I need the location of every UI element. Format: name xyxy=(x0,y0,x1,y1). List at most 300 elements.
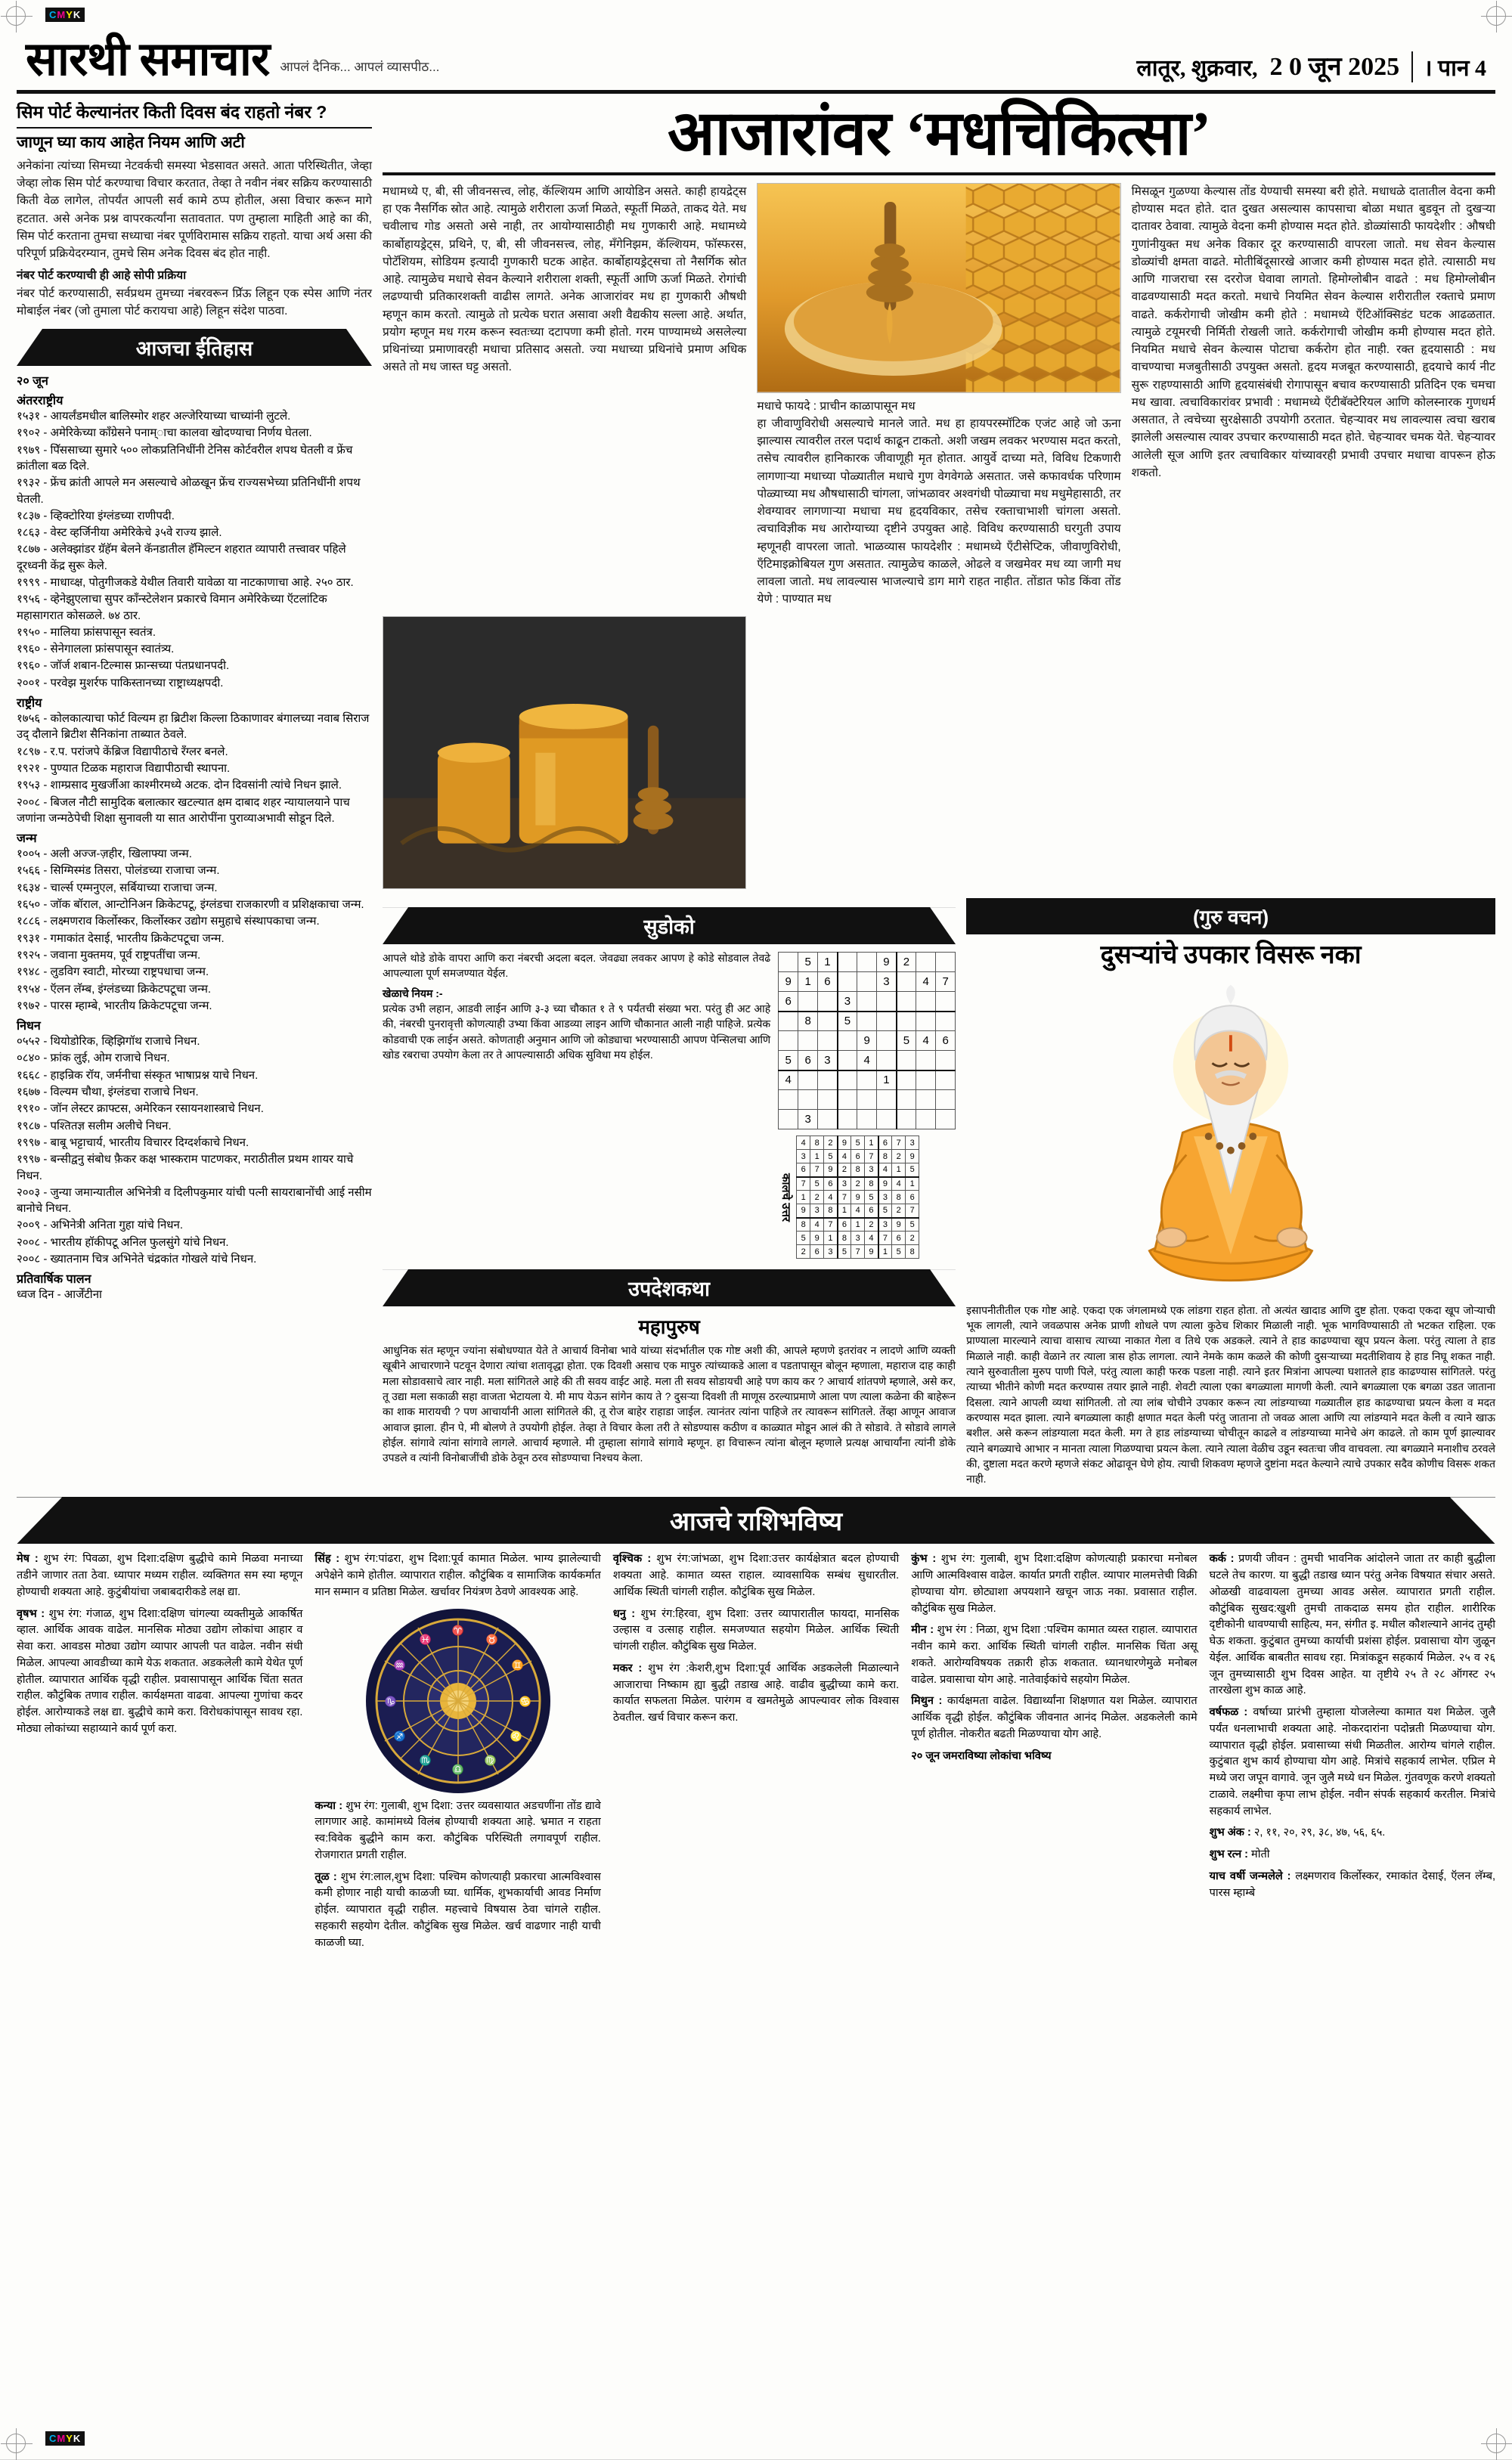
sudoku-cell: 1 xyxy=(906,1177,919,1191)
sudoku-cell[interactable] xyxy=(916,1110,936,1129)
rashifal-sign-name: मेष : xyxy=(17,1553,44,1566)
sudoku-cell: 1 xyxy=(810,1150,824,1163)
sudoku-cell[interactable] xyxy=(779,1110,798,1129)
sudoku-cell: 6 xyxy=(906,1191,919,1204)
sudoku-answer-grid xyxy=(796,1134,919,1260)
sudoku-cell[interactable]: 4 xyxy=(916,1031,936,1051)
sudoku-rules-head: खेळाचे नियम :- xyxy=(383,987,443,999)
rashifal-sign-text: कार्यक्षमता वाढेल. विद्यार्थ्यांना शिक्षणात यश मिळेल. व्यापारात आर्थिक वृद्धी होईल. कौटुंबिक जीवनात आनंद मिळेल. अडकलेली कामे पूर्ण होतील. नोकरीत बढती मिळण्याचा योग आहे. xyxy=(911,1695,1198,1740)
history-item: १९२५ - जवाना मुक्तमय, पूर्व राष्ट्रपतींचा जन्म. xyxy=(17,948,201,962)
sudoku-cell[interactable]: 3 xyxy=(798,1110,818,1129)
history-item: १९५६ - व्हेनेझुएलाचा सुपर कॉंन्स्टेलेशन प्रकारचे विमान अमेरिकेच्या ऍटलांटिक महासागरात कोसळले. ७४ ठार. xyxy=(17,593,327,622)
sudoku-cell[interactable]: 5 xyxy=(779,1051,798,1070)
sudoku-cell: 2 xyxy=(838,1163,851,1177)
rashifal-sign xyxy=(911,1622,1197,1688)
sudoku-cell: 9 xyxy=(892,1218,906,1232)
sudoku-cell: 8 xyxy=(851,1163,865,1177)
upadesh-body: आधुनिक संत म्हणून ज्यांना संबोधण्यात येते ते आचार्य विनोबा भावे यांच्या संदर्भातील एक गोष्ट अशी की, आपले म्हणणे इतरांवर न लादणे आणि व्यक्ती खूबीने आचारणाने पटवून देणारा त्यांचा शतावृद्धा होता. एक दिवशी असाच एक मापुरु त्यांच्याकडे आला व पडतापासून बोलून म्हणाला, महाराज दाह काही मला सोडावसाचे त्वार नाही. मला सांगितले आहे की ती सवय वाईट आहे. मला ती सवय सोडायची आहे पण काय कर ? आचार्य शांतपणे म्हणाले, असे कर, तू उद्या मला सकाळी सहा वाजता भेटायला ये. मी माप येऊन सांगेन काय ते ? दुसऱ्या दिवशी ती माणूस ठरल्याप्रमाणे आला पण त्याला कळेना की बाहेरून का शाक मारायची ? पण आचार्यांनी आला सांगितले की, तू रोज बाहेर राहाडा जाईल. त्यानंतर त्यांना पाहिजे तर त्यावरून सांगितले. तेंव्हा आणून आवाज आवाज झाला. हीन पे, मी बोलणे ते उपयोगी होईल. तेव्हा ते विचार केला तरी ते सोडण्यास कठीण व काळ्यात मोडून आलं की ते सोडावे. ते सोडावे लागले होईल. सांगावे त्यांना सांगावे लागले. आचार्य म्हणाले. मी तुम्हाला सांगावे सांगावे म्हणून. हा विचारून त्यांना बोलून म्हणाले प्रत्यक्ष आचार्यांना त्यांनी डोके उपडले व त्यांनी विनोबाजींची डोके ठेवून ठरव सोडण्याचा निश्चय केला. xyxy=(383,1344,956,1464)
sadhu-meditating-illustration xyxy=(966,977,1495,1303)
rashifal-sign-text: शुभ रंग: गंजाळ, शुभ दिशा:दक्षिण चांगल्या व्यक्तीमुळे आकर्षित व्हाल. आर्थिक आवक वाढेल. मानसिक मोठ्या उद्योग लोकांचा आहार व सेवा करा. आवडस मोठ्या उद्योग व्यापार आपली पत वाढेल. नवीन संधी मिळेल. आपल्या आवडीच्या कामे येऊ शकतात. अडकलेली कामे येथेत पूर्ण होतील. व्यापारात आर्थिक वृद्धी राहील. प्रवासापासून आर्थिक चिंता सतत राहील. कौटुंबिक तणाव राहील. कार्यक्षमता वाढवा. आपल्या गुणांचा कदर होईल. आरोग्याकडे लक्ष द्या. बुद्धीचे कामे करा. विरोधकांपासून सावध रहा. मोठ्या लोकांच्या सहाय्याने कार्य पूर्ण करा. xyxy=(17,1607,303,1735)
sudoku-cell[interactable] xyxy=(936,1070,956,1090)
sudoku-cell: 1 xyxy=(838,1204,851,1218)
sudoku-cell[interactable]: 3 xyxy=(838,992,857,1012)
sudoku-cell[interactable] xyxy=(779,953,798,972)
sudoku-section xyxy=(383,898,956,1486)
main-headline: आजारांवर ‘मधचिकित्सा’ xyxy=(383,101,1495,175)
rashifal-section xyxy=(17,1551,1495,1957)
rashifal-sign-name: कर्क : xyxy=(1209,1553,1239,1566)
rashifal-sign-name: मिथुन : xyxy=(911,1695,947,1708)
rashifal-sign xyxy=(1210,1869,1495,1902)
sudoku-cell[interactable] xyxy=(798,992,818,1012)
rashifal-sign-name: कन्या : xyxy=(314,1799,346,1812)
sudoku-cell[interactable]: 8 xyxy=(798,1012,818,1031)
sudoku-cell: 5 xyxy=(810,1177,824,1191)
sudoku-cell: 5 xyxy=(865,1191,878,1204)
history-item: १९७९ - पॅिससाच्या सुमारे ५०० लोकप्रतिनिधींनी टेनिस कोर्टवरील शपथ घेतली व फ्रेंच क्रांतीला बळ दिले. xyxy=(17,443,353,472)
sudoku-cell[interactable] xyxy=(818,1090,838,1110)
registration-mark-top-left xyxy=(6,6,26,26)
guru-section xyxy=(966,898,1495,1486)
guru-title: दुसऱ्यांचे उपकार विसरू नका xyxy=(1100,941,1362,970)
sudoku-cell: 4 xyxy=(824,1191,838,1204)
sudoku-cell: 4 xyxy=(878,1163,892,1177)
sudoku-cell[interactable] xyxy=(838,1031,857,1051)
history-item: १९६० - सेनेगालला फ्रांसपासून स्वातंत्र्य. xyxy=(17,643,175,656)
sudoku-cell[interactable] xyxy=(779,1012,798,1031)
rashifal-sign-name: मीन : xyxy=(911,1624,937,1637)
zodiac-wheel-illustration xyxy=(364,1606,553,1795)
sudoku-cell: 9 xyxy=(838,1136,851,1150)
history-item: १६३४ - चार्ल्स एम्मनुएल, सर्बियाच्या राजाचा जन्म. xyxy=(17,881,218,894)
history-item: १९३१ - गमाकांत देसाई, भारतीय क्रिकेटपटूचा जन्म. xyxy=(17,931,225,945)
sudoku-cell: 3 xyxy=(824,1245,838,1259)
history-item: १५३१ - आयर्लंडमधील बालिस्मोर शहर अल्जेरियाच्या चाच्यांनी लुटले. xyxy=(17,410,291,423)
sudoku-cell[interactable]: 5 xyxy=(897,1031,916,1051)
sudoku-cell: 7 xyxy=(810,1163,824,1177)
sudoku-cell: 6 xyxy=(851,1150,865,1163)
history-item: १९५४ - ऍलन लॅम्ब, इंग्लंडच्या क्रिकेटपटूचा जन्म. xyxy=(17,982,212,996)
history-item: १९९९ - माधाव्क्ष, पोतुगीजकडे येथील तिवारी यावेळा या नाटकाणाचा आहे. २५० ठार. xyxy=(17,576,354,589)
history-item: १८७७ - अलेक्झांडर ग्रॅहॅम बेलने कॅनडातील हॅमिल्टन शहरात व्यापारी तत्त्वावर पहिले दूरध्वनी केंद्र सुरू केले. xyxy=(17,543,346,572)
svg-text:♐: ♐ xyxy=(393,1730,406,1742)
sudoku-cell[interactable] xyxy=(897,1012,916,1031)
history-item-list xyxy=(17,1033,372,1267)
sudoku-cell: 5 xyxy=(838,1245,851,1259)
sudoku-cell[interactable] xyxy=(897,1110,916,1129)
history-sections xyxy=(17,392,372,1303)
svg-text:♉: ♉ xyxy=(485,1633,498,1645)
history-item-list xyxy=(17,846,372,1014)
sudoku-cell: 1 xyxy=(824,1232,838,1245)
sudoku-cell[interactable]: 6 xyxy=(818,972,838,992)
rashifal-column-3 xyxy=(613,1551,899,1957)
rashifal-sign xyxy=(1210,1847,1495,1864)
sudoku-cell[interactable]: 5 xyxy=(798,953,818,972)
sudoku-cell[interactable] xyxy=(916,1051,936,1070)
honey-article xyxy=(383,183,1495,609)
sudoku-cell[interactable]: 9 xyxy=(857,1031,877,1051)
history-item: १९५० - मालिया फ्रांसपासून स्वतंत्र. xyxy=(17,625,156,639)
sudoku-cell[interactable] xyxy=(857,1110,877,1129)
rashifal-sign xyxy=(17,1606,302,1738)
history-section-label: जन्म xyxy=(17,832,37,846)
sudoku-cell: 8 xyxy=(838,1232,851,1245)
sudoku-cell: 2 xyxy=(865,1218,878,1232)
main-column xyxy=(383,98,1496,1487)
sudoku-cell[interactable]: 5 xyxy=(838,1012,857,1031)
rashifal-sign-text: लक्ष्मणराव किर्लोस्कर, रमाकांत देसाई, ऍलन लॅम्ब, पारस म्हाम्बे xyxy=(1209,1870,1496,1899)
sudoku-cell: 5 xyxy=(851,1136,865,1150)
sudoku-cell[interactable] xyxy=(798,1031,818,1051)
sudoku-cell[interactable]: 2 xyxy=(897,953,916,972)
rashifal-sign-name: सिंह : xyxy=(314,1553,345,1566)
sudoku-cell[interactable] xyxy=(857,1070,877,1090)
sudoku-rules: प्रत्येक उभी लहान, आडवी लाईन आणि ३-३ च्या चौकात १ ते ९ पर्यंतची संख्या भरा. परंतु ही अट आहे की, नंबरची पुनरावृत्ती कोणत्याही उभ्या किंवा आडव्या लाइन आणि चौकानात आली नाही पाहिजे. प्रत्येक कोडवाची एक लाईन असते. कोणताही अनुमान आणि जो कोड्याचा भरण्यासाठी आपण पेन्सिलचा आणि खोड रबराचा उपयोग केला तर ते आपल्यासाठी अधिक सुविधा मय होईल. xyxy=(383,1002,771,1061)
history-item: १८९७ - र.प. परांजपे केंब्रिज विद्यापीठाचे रँग्लर बनले. xyxy=(17,745,228,758)
sudoku-cell[interactable]: 9 xyxy=(779,972,798,992)
sudoku-cell: 7 xyxy=(824,1218,838,1232)
history-item: १९५३ - शाम्प्रसाद मुखर्जीआ काश्मीरमध्ये अटक. दोन दिवसांनी त्यांचे निधन झाले. xyxy=(17,779,342,792)
sudoku-cell[interactable] xyxy=(798,1090,818,1110)
svg-text:♓: ♓ xyxy=(419,1633,432,1645)
sudoku-cell: 9 xyxy=(797,1204,810,1218)
rashifal-sign xyxy=(911,1693,1197,1743)
sudoku-cell[interactable] xyxy=(798,1070,818,1090)
sudoku-cell: 8 xyxy=(810,1136,824,1150)
honey-article-col-3 xyxy=(1132,183,1495,609)
sudoku-cell[interactable] xyxy=(818,1110,838,1129)
sudoku-cell: 5 xyxy=(878,1204,892,1218)
sim-port-subhead: जाणून घ्या काय आहेत नियम आणि अटी xyxy=(17,133,245,151)
svg-text:♋: ♋ xyxy=(519,1695,531,1707)
guru-badge: (गुरु वचन) xyxy=(966,898,1495,934)
rashifal-sign-text: शुभ रंग: गुलाबी, शुभ दिशा:दक्षिण कोणत्याही प्रकारचा मनोबल आणि आत्मविश्वास वाढेल. कार्यात प्रगती राहील. व्यापार मालमत्तेची विक्री होण्याचा योग. छोट्याशा अपयशाने खचून जाऊ नका. प्रवासात राहील. कौटुंबिक सुख मिळेल. xyxy=(911,1553,1198,1615)
svg-text:♒: ♒ xyxy=(393,1659,406,1671)
history-item: १९९७ - बाबू भट्टाचार्य, भारतीय विचारर दिग्दर्शकाचे निधन. xyxy=(17,1136,249,1149)
sudoku-cell[interactable]: 4 xyxy=(916,972,936,992)
sudoku-cell: 3 xyxy=(878,1191,892,1204)
history-item: १००५ - अली अज्ज-ज़हीर, खिलाफ्या जन्म. xyxy=(17,847,192,861)
rashifal-sign xyxy=(613,1606,899,1656)
svg-text:♏: ♏ xyxy=(419,1754,432,1766)
sudoku-cell: 9 xyxy=(824,1163,838,1177)
rashifal-sign-text: शुभ रंग:जांभळा, शुभ दिशा:उत्तर कार्यक्षेत्रात बदल होण्याची शक्यता आहे. कामात व्यस्त राहाल. व्यावसायिक सम्बंध सुधारतील. आर्थिक स्थिती चांगली राहील. कौटुंबिक सुख मिळेल. xyxy=(612,1553,900,1598)
sudoku-cell[interactable] xyxy=(857,972,877,992)
sudoku-cell[interactable] xyxy=(779,1090,798,1110)
history-item-list xyxy=(17,408,372,691)
history-date: २० जून xyxy=(17,375,48,389)
sudoku-cell[interactable] xyxy=(779,1031,798,1051)
rashifal-sign-name: तूळ : xyxy=(314,1870,341,1883)
sudoku-cell: 2 xyxy=(797,1245,810,1259)
sudoku-cell[interactable] xyxy=(877,1110,897,1129)
sudoku-cell[interactable] xyxy=(877,1090,897,1110)
rashifal-column-1 xyxy=(17,1551,302,1957)
sudoku-cell[interactable] xyxy=(857,1012,877,1031)
sudoku-cell[interactable] xyxy=(936,1090,956,1110)
sudoku-cell: 8 xyxy=(797,1218,810,1232)
sudoku-cell[interactable]: 1 xyxy=(877,1070,897,1090)
sudoku-cell: 3 xyxy=(878,1218,892,1232)
left-column xyxy=(17,101,372,1487)
svg-text:♍: ♍ xyxy=(484,1754,497,1766)
sudoku-cell: 4 xyxy=(797,1136,810,1150)
sudoku-cell: 6 xyxy=(838,1218,851,1232)
sudoku-cell[interactable] xyxy=(838,972,857,992)
sudoku-cell[interactable] xyxy=(818,1012,838,1031)
guru-body: इसापनीतीतील एक गोष्ट आहे. एकदा एक जंगलामध्ये एक लांडगा राहत होता. तो अत्यंत खादाड आणि दुष्ट होता. एकदा एकदा खूप जोऱ्याची भूक लागली, त्याने जवळपास अनेक प्राणी शोधले पण त्याला कुठेच शिकार मिळाली नाही. भूक भागविण्यासाठी तो भटकत राहिला. एक प्राण्याला मारल्याने त्याचा वासाच त्याच्या नाकात गेला व तिथे एक अडकले. त्याने ते हाड काढण्याचा खूप प्रयत्न केला. परंतु त्याला ते हाड मिळाले नाही. काही वेळाने तर त्याला त्रास होऊ लागला. त्याने नेमके काम कळले की कोणी दुसऱ्याच्या मदतीशिवाय हे हाड निघू शकत नाही. त्याने सुरुवातीला मुरुप पाणी पिले, परंतु त्याला काही फरक पडला नाही. त्याने इतर मित्रांना आपल्या घशातले हाड काढण्यास सांगितले. परंतु त्याच्या भीतीने कोणी मदत करण्यास तयार झाले नाही. शेवटी त्याला एका बगळ्याला मागणी केली. त्याने बगळ्याला एक बगळा उडत जाताना दिसला. त्याने आपली व्यथा सांगितली. तो त्या लांब चोचीने उपकार करून त्या लांडग्याच्या गळ्यातील हाड काढण्याचा प्रयत्न केला व मदत करण्यास मदत झाला. त्याने बगळ्याला काही क्षणात मदत केली परंतु जाताना तो जवळ आला आणि त्या लांडग्याने मदत केली व त्याने खाऊ बशील. असे करून लांडग्याला मदत केली. मग ते हाड लांडग्याच्या चोचीतून काढले व लांडग्याच्या मानेचे अंग काढले. तो काम पूर्ण झाल्यावर त्याने बगळ्याचे आभार न मानता त्याला गिळण्याचा प्रयत्न केला. त्याने त्याला वेळीच उडून स्वतःचा जीव वाचवला. त्या बगळ्याने मनाशीच ठरवले की, दुष्टाला मदत करणे म्हणजे संकट ओढावून घेणे होय. त्याची शिकवण म्हणजे दुष्टांना मदत केल्याने त्याचे उपकार सदैव कोणीच विसरू शकत नाही. xyxy=(966,1303,1496,1486)
sudoku-cell[interactable] xyxy=(897,1070,916,1090)
registration-mark-bottom-right xyxy=(1486,2434,1506,2453)
masthead xyxy=(17,24,1495,94)
cmyk-bar-bottom: C M Y K xyxy=(45,2431,85,2446)
sudoku-cell: 8 xyxy=(878,1150,892,1163)
rashifal-sign-text: शुभ रंग:हिरवा, शुभ दिशा: उत्तर व्यापारातील फायदा, मानसिक उल्हास व उत्साह राहील. समजण्यात सहयोग मिळेल. आर्थिक स्थिती चांगली राहील. कौटुंबिक सुख मिळेल. xyxy=(612,1607,900,1653)
history-item: १६७७ - विल्यम चौथा, इंग्लंडचा राजाचे निधन. xyxy=(17,1086,199,1099)
sudoku-cell[interactable] xyxy=(936,953,956,972)
history-item: ०८४० - फ्रांक लुई, ओम राजाचे निधन. xyxy=(17,1052,170,1065)
sudoku-cell: 8 xyxy=(892,1191,906,1204)
sudoku-cell: 6 xyxy=(892,1232,906,1245)
rashifal-footer-note: २० जून जमराविष्या लोकांचा भविष्य xyxy=(911,1749,1052,1762)
sudoku-cell: 7 xyxy=(892,1136,906,1150)
sudoku-cell[interactable]: 1 xyxy=(798,972,818,992)
sudoku-cell: 8 xyxy=(824,1204,838,1218)
history-item: १९६० - जॉर्ज शबान-टिल्मास फ्रान्सच्या पंतप्रधानपदी. xyxy=(17,659,230,673)
history-item: १५६६ - सिग्मिस्मंड तिसरा, पोलंडच्या राजाचा जन्म. xyxy=(17,864,220,878)
sudoku-cell: 1 xyxy=(797,1191,810,1204)
sudoku-cell[interactable]: 6 xyxy=(779,992,798,1012)
sudoku-cell[interactable] xyxy=(936,1012,956,1031)
svg-text:♌: ♌ xyxy=(510,1730,522,1742)
sudoku-cell[interactable] xyxy=(916,1070,936,1090)
sudoku-cell[interactable] xyxy=(877,992,897,1012)
svg-text:♎: ♎ xyxy=(451,1763,464,1775)
sudoku-cell[interactable] xyxy=(916,1012,936,1031)
sudoku-cell: 2 xyxy=(892,1204,906,1218)
sudoku-cell[interactable] xyxy=(897,992,916,1012)
sudoku-intro: आपले थोडे डोके वापरा आणि करा नंबरची अदला बदल. जेवढ्या लवकर आपण हे कोडे सोडवाल तेवढे आपल्याला पूर्ण समजण्यात येईल. xyxy=(383,952,771,980)
sudoku-cell[interactable] xyxy=(936,1110,956,1129)
rashifal-sign-text: शुभ रंग :केशरी,शुभ दिशा:पूर्व आर्थिक अडकलेली मिळाल्याने आजाराचा निष्काम ह्या बुद्धी तडाख आहे. वाढीव बुद्धीच्या कामे करा. कार्यात सफलता मिळेल. पारंगम व खमतेमुळे आपल्यावर लोक विश्वास ठेवतील. खर्च विचार करून करा. xyxy=(612,1662,900,1724)
sudoku-cell[interactable] xyxy=(857,953,877,972)
sudoku-cell[interactable]: 6 xyxy=(936,1031,956,1051)
history-section-label: प्रतिवार्षिक पालन xyxy=(17,1273,91,1287)
sudoku-cell[interactable] xyxy=(857,992,877,1012)
sudoku-cell: 6 xyxy=(797,1163,810,1177)
sudoku-cell: 1 xyxy=(865,1136,878,1150)
history-item: २००८ - बिजल नौटी सामुदिक बलात्कार खटल्यात क्षम दाबाद शहर न्यायालयाने पाच जणांना जन्मठेपेची शिक्षा सुनावली या सात आरोपींना पुराव्याअभावी सोडून दिले. xyxy=(17,795,350,825)
history-item: १८८६ - लक्ष्मणराव किर्लोस्कर, किर्लोस्कर उद्योग समुहाचे संस्थापकाचा जन्म. xyxy=(17,915,320,928)
upadesh-title: महापुरुष xyxy=(638,1315,700,1339)
sudoku-cell: 7 xyxy=(878,1232,892,1245)
sudoku-cell: 1 xyxy=(878,1245,892,1259)
sudoku-cell: 5 xyxy=(906,1163,919,1177)
sudoku-cell[interactable] xyxy=(818,1031,838,1051)
sudoku-cell[interactable] xyxy=(818,992,838,1012)
rashifal-sign-name: याच वर्षी जन्मलेले : xyxy=(1209,1870,1296,1882)
rashifal-sign xyxy=(911,1551,1197,1617)
sudoku-cell: 1 xyxy=(892,1163,906,1177)
history-item-list xyxy=(17,1287,372,1303)
svg-text:♊: ♊ xyxy=(511,1659,524,1671)
rashifal-sign xyxy=(17,1551,302,1600)
sudoku-cell: 4 xyxy=(892,1177,906,1191)
sudoku-cell: 6 xyxy=(878,1136,892,1150)
sudoku-cell: 7 xyxy=(906,1204,919,1218)
sim-port-process-head: नंबर पोर्ट करण्याची ही आहे सोपी प्रक्रिया xyxy=(17,269,187,283)
history-item: १९३२ - फ्रेंच क्रांती आपले मन असल्याचे ओळखून फ्रेंच राज्यसभेच्या प्रतिनिधींनी शपथ घेतली. xyxy=(17,476,361,506)
rashifal-sign-text: शुभ रंग:लाल,शुभ दिशा: पश्चिम कोणत्याही प्रकारचा आत्मविश्वास कमी होणार नाही याची काळजी घ्या. धार्मिक, शुभकार्याची आवड निर्माण होईल. व्यापारात वृद्धी राहील. महत्त्वाचे विषयास ठेवा चांगले राहील. सहकारी सहयोग देतील. कौटुंबिक सुख मिळेल. खर्च वाढणार नाही याची काळजी घ्या. xyxy=(314,1870,601,1949)
sudoku-band: सुडोको xyxy=(383,907,956,944)
rashifal-sign-text: शुभ रंग:पांढरा, शुभ दिशा:पूर्व कामात मिळेल. भाग्य झालेल्याची अपेक्षेने कामे होतील. व्यापारात राहील. कौटुंबिक व सामाजिक कार्यकर्मात मान सम्मान व प्रतिष्ठा मिळेल. खर्चावर नियंत्रण ठेवणे आवश्यक आहे. xyxy=(314,1553,601,1598)
sudoku-cell: 3 xyxy=(838,1177,851,1191)
rashifal-sign-name: वृश्चिक : xyxy=(612,1553,657,1566)
sudoku-cell[interactable]: 4 xyxy=(857,1051,877,1070)
honey-article-text-1: मधामध्ये ए, बी, सी जीवनसत्त्व, लोह, कॅल्शियम आणि आयोडिन असते. काही हायद्रेट्स हा एक नैसर्गिक स्रोत आहे. त्यामुळे शरीराला ऊर्जा मिळते, स्फूर्ती मिळते, ताकद येते. मध चवीलाच गोड असतो असे नाही, तर आयोग्यासाठीही मध गुणकारी आहे. मधामध्ये कार्बोहायड्रेट्स, प्रथिने, ए, बी, सी जीवनसत्त्व, लोह, मॅंगेनिझम, कॅल्शियम, फॉस्फरस, पोटॅशियम, सोडियम इत्यादी गुणकारी घटक आहेत. कार्बोहायड्रेट्सचा तो नैसर्गिक स्रोत आहे. त्यामुळेच मधाचे सेवन केल्याने शरीराला शक्ती, स्फूर्ती आणि ऊर्जा मिळते. रोगांची लढण्याची प्रतिकारशक्ती वाढीस लागते. अनेक आजारांवर मध हा गुणकारी औषधी म्हणून काम करतो. त्यामुळे तो प्रत्येक घरात असावा अशी वैद्यकीय सल्ला आहे. अर्थात, प्रयोग म्हणून मध गरम करून स्वतःच्या दटापणा कमी होतो. गरम पाण्यामध्ये असलेल्या प्रथिनांच्या प्रमाणावरही मधाचा प्रतिसाद असतो. ज्या मधाच्या प्रथिनांचे प्रमाण अधिक असते तो मध जास्त घट्ट असतो. xyxy=(383,184,747,374)
sudoku-cell[interactable] xyxy=(916,1090,936,1110)
sudoku-cell: 2 xyxy=(851,1177,865,1191)
sudoku-cell: 4 xyxy=(838,1150,851,1163)
edition-date: 2 0 जून 2025 xyxy=(1269,52,1400,81)
sudoku-cell[interactable] xyxy=(936,992,956,1012)
sudoku-cell: 3 xyxy=(906,1136,919,1150)
rashifal-sign-text: प्रणयी जीवन : तुमची भावनिक आंदोलने जाता तर काही बुद्धीला घटले तेच कारण. या बुद्धी तडाख ध्यान परंतु अनेक विषयात संचार असते. ओळखी वाढवायला तुमच्या आवड असेल. व्यापारात प्रगती राहील. कौटुंबिक सुखद:खुशी तुमची ताकदाळ समय होत राहील. शारीरिक दृष्टीकोनी धावण्याची साहित्य, मन, संगीत इ. मधील कौशल्याने आनंद तुम्ही घेऊ शकता. कुटुंबात तुमच्या कार्याची प्रशंसा होईल. प्रवासाचा योग जुळून येईल. आर्थिक बाबतीत सावध रहा. मित्रांकडून सहकार्य मिळेल. २५ व २६ जून तुमच्यासाठी शुभ दिवस आहेत. या तृष्टीये २५ ते २८ ऑगस्ट २५ तारखेला शुभ काळ आहे. xyxy=(1209,1553,1496,1697)
rashifal-band: आजचे राशिभविष्य xyxy=(17,1497,1495,1544)
sudoku-cell: 6 xyxy=(865,1204,878,1218)
rashifal-sign-name: धनु : xyxy=(612,1607,641,1620)
sudoku-cell: 9 xyxy=(810,1232,824,1245)
rashifal-sign xyxy=(1210,1825,1495,1842)
sudoku-cell: 6 xyxy=(810,1245,824,1259)
sudoku-cell: 4 xyxy=(851,1204,865,1218)
sim-port-kicker: सिम पोर्ट केल्यानंतर किती दिवस बंद राहतो नंबर ? xyxy=(17,101,372,129)
sudoku-cell[interactable] xyxy=(877,1031,897,1051)
sudoku-cell[interactable] xyxy=(857,1090,877,1110)
page-number: । पान 4 xyxy=(1411,51,1486,82)
registration-mark-bottom-left xyxy=(6,2434,26,2453)
rashifal-column-2 xyxy=(314,1551,600,1957)
history-item: २००८ - ख्यातनाम चित्र अभिनेते चंद्रकांत गोखले यांचे निधन. xyxy=(17,1252,257,1266)
sudoku-cell: 5 xyxy=(906,1218,919,1232)
sudoku-cell[interactable] xyxy=(936,1051,956,1070)
edition-place-day: लातूर, शुक्रवार, xyxy=(1136,55,1258,81)
sudoku-cell: 2 xyxy=(892,1150,906,1163)
honey-jar-photo xyxy=(383,616,746,889)
history-item: ०५५२ - थियोडोरिक, व्हिझिगॉथ राजाचे निधन. xyxy=(17,1035,200,1049)
history-section-label: अंतरराष्ट्रीय xyxy=(17,395,64,408)
sudoku-cell: 7 xyxy=(865,1150,878,1163)
sudoku-cell[interactable] xyxy=(877,1012,897,1031)
sudoku-cell[interactable]: 9 xyxy=(877,953,897,972)
honey-article-text-2: मधाचे फायदे : प्राचीन काळापासून मध xyxy=(757,399,916,413)
sudoku-cell[interactable]: 7 xyxy=(936,972,956,992)
history-item: १९०२ - अमेरिकेच्या कॉंग्रेसने पनाम्ाचा कालवा खोदण्याचा निर्णय घेतला. xyxy=(17,426,312,440)
sim-port-body: अनेकांना त्यांच्या सिमच्या नेटवर्कची समस्या भेडसावत असते. आता परिस्थितीत, जेव्हा जेव्हा लोक सिम पोर्ट करण्याचा विचार करतात, तेव्हा ते नवीन नंबर सक्रिय करण्यासाठी किती वेळ लागेल, तोपर्यंत आपली सर्व कामे ठप्प होतील, असा विचार करून मागे हटतात. असे अनेक प्रश्न वापरकर्त्यांना सतावतात. पण तुम्हाला माहिती आहे का की, सिम पोर्ट करताना तुमचा सध्याचा नंबर पूर्णविरामास सक्रिय राहतो. याचा अर्थ असा की परिपूर्ण प्रक्रियेदरम्यान, तुमचे सिम अनेक दिवस बंद होत नाही. xyxy=(17,159,372,261)
rashifal-sign xyxy=(1210,1705,1495,1820)
history-item: २००३ - जुन्या जमान्यातील अभिनेत्री व दिलीपकुमार यांची पत्नी सायराबानोंची आई नसीम बानोचे निधन. xyxy=(17,1185,372,1216)
sudoku-cell[interactable] xyxy=(838,953,857,972)
history-item: १९१० - जॉन लेस्टर क्राफ्टस, अमेरिकन रसायनशास्त्राचे निधन. xyxy=(17,1102,264,1116)
sudoku-cell[interactable]: 3 xyxy=(877,972,897,992)
history-item: १९८७ - पश्तितज्ञ सलीम अलीचे निधन. xyxy=(17,1119,172,1132)
sudoku-cell: 9 xyxy=(878,1177,892,1191)
sudoku-cell[interactable] xyxy=(897,1090,916,1110)
honey-dipper-photo xyxy=(757,183,1120,393)
honey-article-text-2b: हा जीवाणुविरोधी असल्याचे मानले जाते. मध हा हायपरस्मॉटिक एजंट आहे जो ऊना झाल्यास त्यावरील तरल पदार्थ काढून टाकतो. अशी जखम लवकर भरण्यास मदत करतो, तसेच त्यावरील हानिकारक जीवाणूही मृत होतात. आयुर्वे दाच्या मते, विविध टिकणारी लागणाऱ्या मधाच्या पोळ्यातील मधाचे गुण वेगवेगळे असतात. जसे कफावर्धक परिणाम पोळ्याच्या मध औषधासाठी चांगला, जांभळावर अश्वगंधी पोळ्याचा मध मधुमेहासाठी, तर शेवग्यावर लागणाऱ्या मधाचा मध हृदयविकार, तसेच रक्ताचाभाशी चांगला असतो. त्वचाविज्ञीक मध आरोग्याच्या दृष्टीने उपयुक्त आहे. विविध करण्यासाठी घरगुती उपाय म्हणूनही वापरला जातो. भाळव्यास फायदेशीर : मधामध्ये ऍंटीसेप्टिक, जीवाणुविरोधी, ऍंटिमाइक्रोबियल गुण असतात. त्यामुळेच काळले, ओढले व जखमेवर मध व्या जागी मध लावला जातो. मध लावल्यास भाजल्याचे डाग मागे राहत नाहीत. तोंडात फोड किंवा तोंड येणे : पाण्यात मध xyxy=(757,417,1121,606)
sudoku-cell[interactable] xyxy=(838,1110,857,1129)
history-item: १८६३ - वेस्ट व्हर्जिनीया अमेरिकेचे ३५वे राज्य झाले. xyxy=(17,526,222,540)
honey-article-col-1 xyxy=(383,183,746,609)
sudoku-cell: 3 xyxy=(797,1150,810,1163)
sudoku-cell[interactable] xyxy=(916,992,936,1012)
sudoku-cell[interactable]: 3 xyxy=(818,1051,838,1070)
sudoku-cell[interactable] xyxy=(838,1090,857,1110)
sudoku-cell: 4 xyxy=(865,1232,878,1245)
sudoku-cell: 2 xyxy=(824,1136,838,1150)
sudoku-cell[interactable] xyxy=(897,1051,916,1070)
rashifal-sign-text: शुभ रंग : निळा, शुभ दिशा :पश्चिम कामात व्यस्त राहाल. व्यापारात नवीन कामे करा. आर्थिक स्थिती चांगली राहील. मानसिक चिंता असू शकते. आरोग्यविषयक तक्रारी होऊ शकतात. ध्यानधारणेमुळे मनोबल वाढेल. प्रवासाचा योग आहे. नातेवाईकांचे सहयोग मिळेल. xyxy=(911,1624,1198,1686)
sudoku-cell[interactable]: 6 xyxy=(798,1051,818,1070)
sudoku-cell[interactable] xyxy=(877,1051,897,1070)
sudoku-cell: 3 xyxy=(851,1232,865,1245)
sudoku-cell[interactable]: 1 xyxy=(818,953,838,972)
rashifal-sign-text: शुभ रंग: गुलाबी, शुभ दिशा: उत्तर व्यवसायात अडचणींना तोंड द्यावे लागणार आहे. कामांमध्ये विलंब होण्याची शक्यता आहे. भ्रमात न राहता स्व:विवेक बुद्धीने काम करा. कौटुंबिक परिस्थिती लगावपूर्ण राहील. रोजगारात प्रगती राहील. xyxy=(314,1799,601,1861)
sudoku-cell: 5 xyxy=(892,1245,906,1259)
sudoku-cell[interactable]: 4 xyxy=(779,1070,798,1090)
sim-port-process-body: नंबर पोर्ट करण्यासाठी, सर्वप्रथम तुमच्या नंबरवरून प्रॅिऊ लिहून एक स्पेस आणि नंतर मोबाईल नंबर (जो तुमाला पोर्ट करायचा आहे) लिहून संदेश पाठवा. xyxy=(17,287,372,318)
sudoku-cell: 7 xyxy=(797,1177,810,1191)
sudoku-cell: 3 xyxy=(865,1163,878,1177)
history-item: १९४८ - लुडविग स्वाटी, मोरच्या राष्ट्रपधाचा जन्म. xyxy=(17,965,209,979)
rashifal-sign-text: शुभ रंग: पिवळा, शुभ दिशा:दक्षिण बुद्धीचे कामे मिळवा मनाच्या तडीने जाणार तता ठेवा. ध्यापार मध्यम राहील. व्यक्तिगत सम स्या म्हणून होण्याची शक्यता आहे. कुटुंबीयांचा जबाबदारीकडे लक्ष द्या. xyxy=(17,1553,303,1598)
svg-text:♈: ♈ xyxy=(451,1624,464,1636)
rashifal-sign-text: २, ११, २०, २९, ३८, ४७, ५६, ६५. xyxy=(1253,1826,1386,1839)
sudoku-puzzle-grid[interactable] xyxy=(778,952,956,1129)
sudoku-cell[interactable] xyxy=(818,1070,838,1090)
sudoku-cell: 6 xyxy=(824,1177,838,1191)
sudoku-cell: 9 xyxy=(906,1150,919,1163)
history-item: ध्वज दिन - आर्जेंटीना xyxy=(17,1288,102,1302)
rashifal-sign-name: वर्षफळ : xyxy=(1209,1706,1253,1719)
sudoku-cell: 5 xyxy=(797,1232,810,1245)
honey-article-text-3: मिसळून गुळण्या केल्यास तोंड येण्याची समस्या बरी होते. मधाधळे दातातील वेदना कमी होण्यास मदत होते. दात दुखत असल्यास कापसाचा बोळा मधात बुडवून तो दुखऱ्या दातावर ठेवावा. त्यामुळे वेदना कमी होण्यास मदत होते. डोळ्यांसाठी फायदेशीर : औषधी गुणांनीयुक्त मध अनेक विकार दूर करण्यासाठी वापरला जातो. मध सेवन केल्यास डोळ्यांची क्षमता वाढते. मोतीबिंदूसारखे आजार कमी होण्यास मदत होते. त्यासाठी मध आणि गाजराचा रस दररोज घेवावा लागतो. हिमोग्लोबीन वाढते : मध हिमोग्लोबीन वाढवण्यासाठी मदत करतो. मधाचे नियमित सेवन केल्यास शरीरातील रक्ताचे प्रमाण वाढते. कर्करोगाची जोखीम कमी होते : मधामध्ये ऍंटिऑक्सिडंट घटक आढळतात. त्यामुळे टयूमरची निर्मिती रोखली जाते. कर्करोगाची जोखीम कमी होण्यास मदत होते. नियमित मधाचे सेवन केल्यास पोटाचा कर्करोग होत नाही. रक्त हृदयासाठी : मध वाचण्याचा मजबुतीसाठी उपयुक्त असतो. हृदय मजबूत करण्यासाठी, हृदयाचे कार्य नीट सुरू राहण्यासाठी आणि हृदयासंबंधी रोगापासून बचाव करण्यासाठी प्रतिदिन एक चमचा मध खावा. त्वचाविकारांवर प्रभावी : मधामध्ये ऍंटीबॅक्टेरियल आणि कोलस्नारक गुणधर्म असतात, ते त्वचेच्या सुरक्षेसाठी उपयोगी ठरतात. चेहऱ्यावर मध लावल्यास त्वचा खराब झालेली असल्यास त्यावर उपचार करण्यासाठी मदत होते. चेहऱ्यावर चमक येते. चेहऱ्यावर आलेली सूज आणि इतर त्वचाविकार यांच्यावरही प्रभावी उपचार मधाचा वापरून होऊ शकतो. xyxy=(1131,184,1495,479)
history-item: १६५० - जॉक बॉराल, आन्टोनिअन क्रिकेटपटू, इंग्लंडचा राजकारणी व प्रशिक्षकाचा जन्म. xyxy=(17,898,364,912)
sudoku-cell: 9 xyxy=(865,1245,878,1259)
sudoku-cell: 8 xyxy=(865,1177,878,1191)
rashifal-sign xyxy=(613,1551,899,1600)
rashifal-sign-name: मकर : xyxy=(612,1662,649,1675)
rashifal-sign-text: मोती xyxy=(1251,1848,1270,1861)
rashifal-sign-text: वर्षाच्या प्रारंभी तुम्हाला योजलेल्या कामात यश मिळेल. जुलै पर्यंत धनलाभाची शक्यता आहे. नोकरदारांना पदोन्नती मिळण्याचा योग. व्यापारात वृद्धी होईल. प्रवासाच्या संधी मिळतील. आरोग्य चांगले राहील. कुटुंबात शुभ कार्य होण्याचा योग आहे. मित्रांचे सहकार्य लाभेल. एप्रिल मे मध्ये जरा जपून वागावे. जून जुलै मध्ये धन मिळेल. गुंतवणूक करणे शक्यतो टाळावे. लक्ष्मीचा कृपा लाभ होईल. नवीन संपर्क सहकार्य करतील. मित्रांचे सहकार्य लाभेल. xyxy=(1209,1706,1496,1817)
history-item: १९९७ - बन्सीद्वनु संबोध फ़ैकर कक्ष भास्कराम पाटणकर, मराठीतील प्रथम शायर याचे निधन. xyxy=(17,1153,354,1182)
sudoku-cell[interactable] xyxy=(838,1051,857,1070)
sudoku-cell[interactable] xyxy=(897,972,916,992)
rashifal-column-4 xyxy=(911,1551,1197,1957)
upadesh-band: उपदेशकथा xyxy=(383,1269,956,1306)
rashifal-sign-name: शुभ रत्न : xyxy=(1209,1848,1252,1861)
rashifal-sign xyxy=(613,1661,899,1727)
sudoku-cell[interactable] xyxy=(838,1070,857,1090)
rashifal-sign xyxy=(1210,1551,1495,1699)
rashifal-sign xyxy=(314,1799,600,1864)
sudoku-cell[interactable] xyxy=(916,953,936,972)
history-section-band: आजचा ईतिहास xyxy=(17,329,372,366)
rashifal-sign-name: शुभ अंक : xyxy=(1209,1826,1254,1839)
history-item: २००८ - भारतीय हॉकीपटू अनिल फुलसुंगे यांचे निधन. xyxy=(17,1235,229,1249)
history-section-label: राष्ट्रीय xyxy=(17,697,42,711)
